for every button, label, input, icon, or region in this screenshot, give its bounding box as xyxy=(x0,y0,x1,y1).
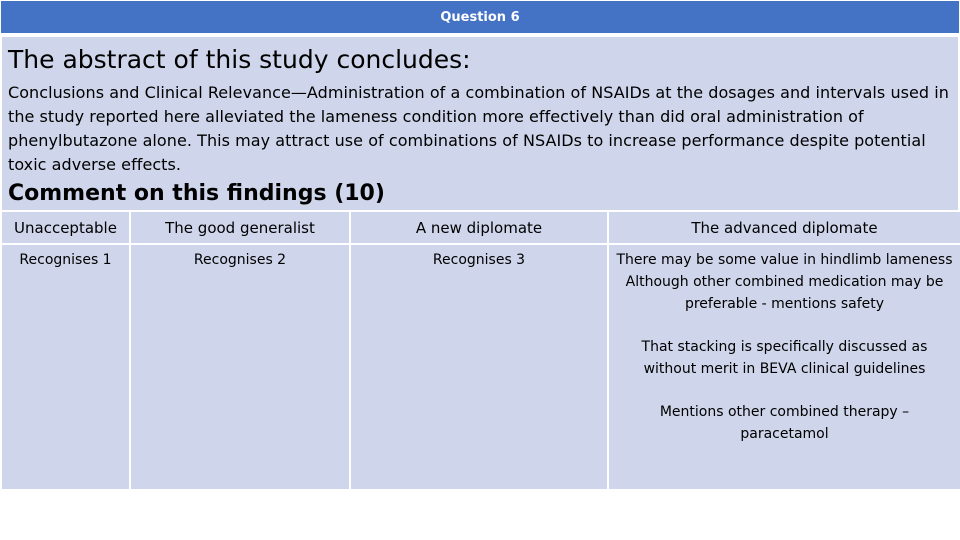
rubric-criteria-row xyxy=(1,244,960,490)
question-title: Question 6 xyxy=(440,9,520,25)
col-good-generalist: The good generalist xyxy=(130,211,350,244)
col-advanced-diplomate: The advanced diplomate xyxy=(608,211,960,244)
abstract-conclusion xyxy=(8,81,952,177)
abstract-lead: Conclusions and Clinical Relevance xyxy=(8,83,291,102)
rubric-header-row xyxy=(1,211,960,244)
marking-rubric xyxy=(0,210,960,491)
col-unacceptable: Unacceptable xyxy=(1,211,130,244)
col-new-diplomate: A new diplomate xyxy=(350,211,608,244)
cell-new-diplomate: Recognises 3 xyxy=(350,244,608,490)
cell-advanced-diplomate xyxy=(608,244,960,490)
comment-prompt: Comment on this findings (10) xyxy=(8,181,385,206)
advanced-criterion: There may be some value in hindlimb lameness Although other combined medication may be preferable - mentions safety xyxy=(616,252,953,312)
cell-unacceptable: Recognises 1 xyxy=(1,244,130,490)
question-panel xyxy=(2,37,958,210)
question-header xyxy=(0,0,960,34)
advanced-criterion: That stacking is specifically discussed as without merit in BEVA clinical guidelines xyxy=(641,339,928,377)
cell-good-generalist: Recognises 2 xyxy=(130,244,350,490)
advanced-criterion: Mentions other combined therapy – paracetamol xyxy=(659,404,910,442)
abstract-text: —Administration of a combination of NSAIDs at the dosages and intervals used in the study reported here alleviated the lameness condition more effectively than did oral administration of phenylbutazone alone. This may attract use of combinations of NSAIDs to increase performance despite potential toxic adverse effects. xyxy=(8,83,949,174)
panel-title: The abstract of this study concludes: xyxy=(8,45,471,74)
